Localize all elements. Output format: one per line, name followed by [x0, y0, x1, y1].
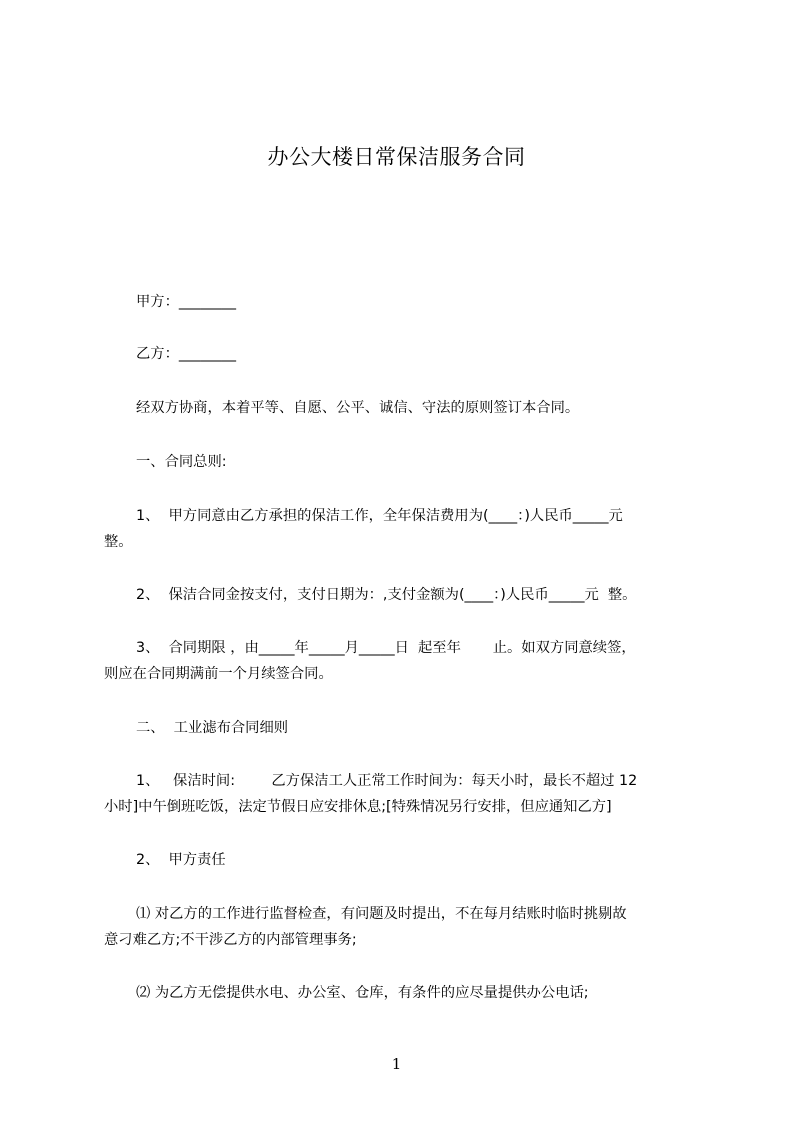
section-2-sub-1-line-2: 意刁难乙方;不干涉乙方的内部管理事务;: [104, 932, 357, 948]
section-1-item-3-line-1: 3、 合同期限 ，由_____年_____月_____日 起至年 止。如双方同意续签，: [136, 640, 636, 656]
party-a-line: 甲方：________: [136, 294, 237, 310]
section-2-sub-2: ⑵ 为乙方无偿提供水电、办公室、仓库，有条件的应尽量提供办公电话;: [136, 985, 589, 1001]
section-2-item-1-line-1: 1、 保洁时间: 乙方保洁工人正常工作时间为：每天小时，最长不超过 12: [136, 773, 638, 789]
section-1-heading: 一、合同总则:: [136, 454, 227, 470]
section-1-item-3-line-2: 则应在合同期满前一个月续签合同。: [104, 666, 333, 682]
section-2-sub-1-line-1: ⑴ 对乙方的工作进行监督检查，有问题及时提出，不在每月结账时临时挑剔故: [136, 906, 627, 922]
section-1-item-1-line-2: 整。: [104, 534, 133, 550]
page-number: 1: [391, 1055, 402, 1073]
section-2-heading: 二、 工业滤布合同细则: [136, 720, 289, 736]
intro-paragraph: 经双方协商，本着平等、自愿、公平、诚信、守法的原则签订本合同。: [136, 400, 580, 416]
section-1-item-1-line-1: 1、 甲方同意由乙方承担的保洁工作，全年保洁费用为(____：)人民币_____元: [136, 508, 623, 524]
section-2-item-2-heading: 2、 甲方责任: [136, 852, 226, 868]
section-1-item-2: 2、 保洁合同金按支付，支付日期为：,支付金额为(____：)人民币_____元 整。: [136, 587, 637, 603]
party-b-line: 乙方：________: [136, 346, 237, 362]
document-title: 办公大楼日常保洁服务合同: [267, 145, 526, 169]
section-2-item-1-line-2: 小时]中午倒班吃饭，法定节假日应安排休息;[特殊情况另行安排，但应通知乙方]: [104, 799, 612, 815]
